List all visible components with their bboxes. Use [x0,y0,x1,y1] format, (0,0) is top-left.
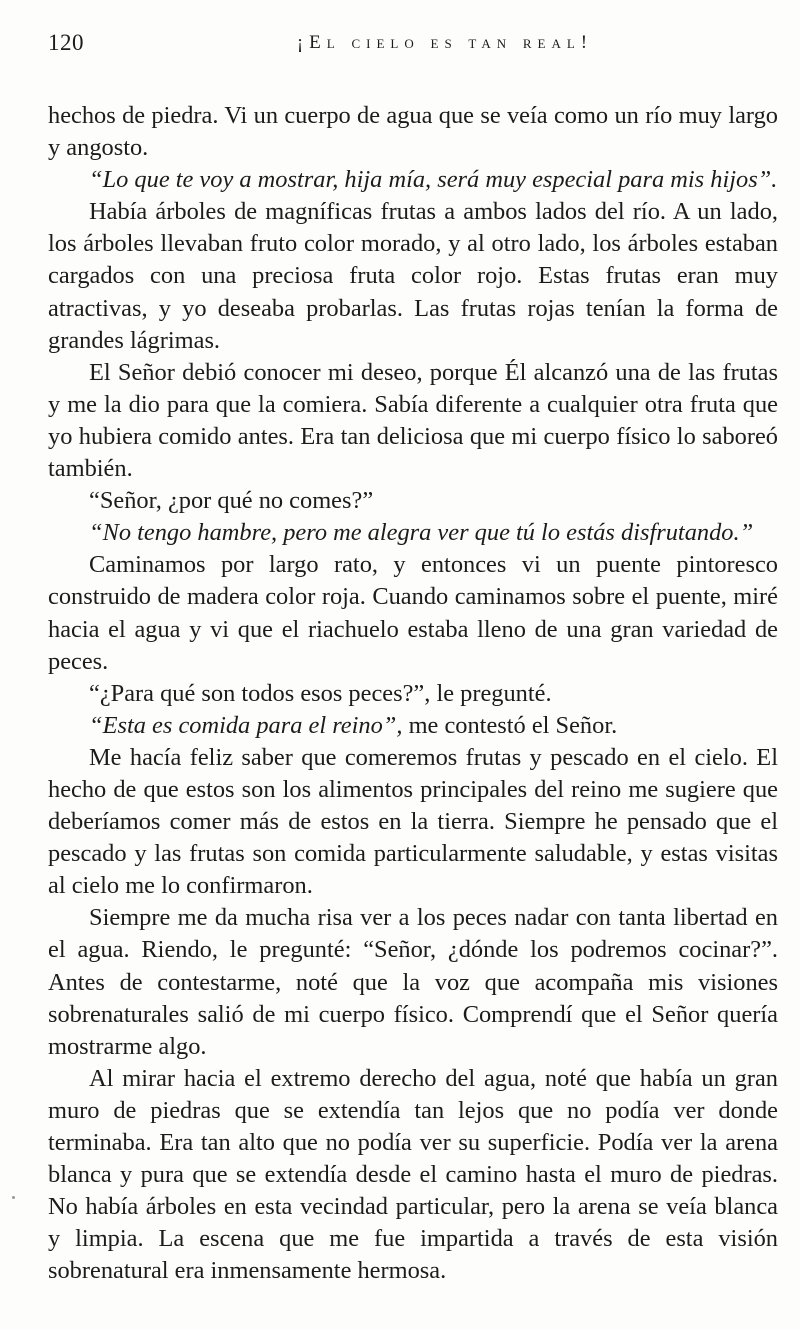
paragraph-5: “Señor, ¿por qué no comes?” [89,487,374,515]
paragraph-9 [48,710,778,742]
paragraph-8: “¿Para qué son todos esos peces?”, le pregunté. [89,679,552,707]
paragraph-2 [48,164,778,196]
page-number: 120 [48,30,84,55]
italic-quote: “No tengo hambre, pero me alegra ver que tú lo estás disfrutando.” [89,519,754,547]
paragraph-7: Caminamos por largo rato, y entonces vi un puente pintoresco construido de madera color roja. Cuando caminamos sobre el puente, miré hacia el agua y vi que el riachuelo estaba lleno de una gran variedad de peces. [48,551,778,675]
body-text [48,100,778,1287]
paragraph-12: Al mirar hacia el extremo derecho del agua, noté que había un gran muro de piedras que se extendía tan lejos que no podía ver donde terminaba. Era tan alto que no podía ver su superficie. Podía ver la arena blanca y pura que se extendía desde el camino hasta el muro de piedras. No había árboles en esta vecindad particular, pero la arena se veía blanca y limpia. La escena que me fue impartida a través de esta visión sobrenatural era inmensamente hermosa. [48,1064,778,1285]
paragraph-4: El Señor debió conocer mi deseo, porque Él alcanzó una de las frutas y me la dio para que la comiera. Sabía diferente a cualquier otra fruta que yo hubiera comido antes. Era tan deliciosa que mi cuerpo físico lo saboreó también. [48,358,778,483]
running-title: ¡El cielo es tan real! [296,32,594,53]
paragraph-6 [48,517,778,549]
quote-tail: me contestó el Señor. [402,711,618,739]
scan-speck [12,1196,15,1199]
italic-quote: “Esta es comida para el reino”, [89,711,403,739]
paragraph-3: Había árboles de magníficas frutas a ambos lados del río. A un lado, los árboles llevaban fruto color morado, y al otro lado, los árboles estaban cargados con una preciosa fruta color rojo. Estas frutas eran muy atractivas, y yo deseaba probarlas. Las frutas rojas tenían la forma de grandes lágrimas. [48,198,778,354]
italic-quote: “Lo que te voy a mostrar, hija mía, será muy especial para mis hijos”. [89,166,778,194]
paragraph-1: hechos de piedra. Vi un cuerpo de agua que se veía como un río muy largo y angosto. [48,102,778,162]
page-header [48,30,752,64]
paragraph-10: Me hacía feliz saber que comeremos frutas y pescado en el cielo. El hecho de que estos son los alimentos principales del reino me sugiere que deberíamos comer más de estos en la tierra. Siempre he pensado que el pescado y las frutas son comida particularmente saludable, y estas visitas al cielo me lo confirmaron. [48,743,778,900]
paragraph-11: Siempre me da mucha risa ver a los peces nadar con tanta libertad en el agua. Riendo, le pregunté: “Señor, ¿dónde los podremos cocinar?”. Antes de contestarme, noté que la voz que acompaña mis visiones sobrenaturales salió de mi cuerpo físico. Comprendí que el Señor quería mostrarme algo. [48,904,778,1060]
